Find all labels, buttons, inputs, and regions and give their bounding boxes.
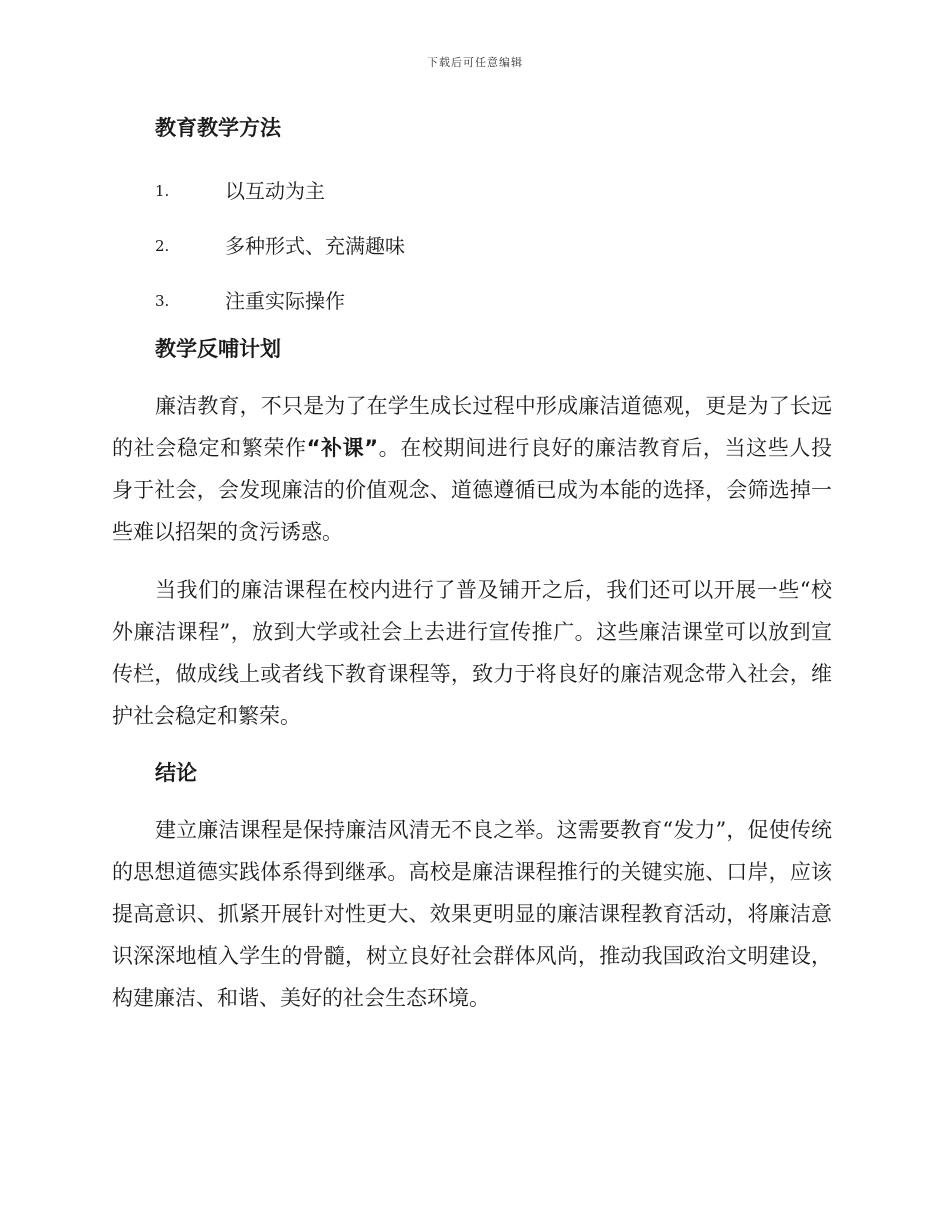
list-number: 3.: [155, 292, 170, 310]
section-title-feedback-plan: 教学反哺计划: [155, 337, 281, 361]
list-item: [112, 164, 832, 219]
list-text: 多种形式、充满趣味: [225, 234, 405, 258]
list-item: [112, 274, 832, 329]
section-title-teaching-methods: 教育教学方法: [155, 116, 281, 140]
paragraph-conclusion: 建立廉洁课程是保持廉洁风清无不良之举。这需要教育“发力”，促使传统的思想道德实践体系得到继承。高校是廉洁课程推行的关键实施、口岸，应该提高意识、抓紧开展针对性更大、效果更明显的廉洁课程教育活动，将廉洁意识深深地植入学生的骨髓，树立良好社会群体风尚，推动我国政治文明建设，构建廉洁、和谐、美好的社会生态环境。: [112, 818, 832, 1010]
paragraph-feedback-1: [112, 385, 832, 553]
list-number: 1.: [155, 182, 170, 200]
header-note: 下载后可任意编辑: [427, 56, 523, 69]
paragraph-feedback-2: 当我们的廉洁课程在校内进行了普及铺开之后，我们还可以开展一些“校外廉洁课程”，放到大学或社会上去进行宣传推广。这些廉洁课堂可以放到宣传栏，做成线上或者线下教育课程等，致力于将良好的廉洁观念带入社会，维护社会稳定和繁荣。: [112, 578, 832, 728]
paragraph-text: 。在校期间进行良好的廉洁教育后，当这些人投身于社会，会发现廉洁的价值观念、道德遵循已成为本能的选择，会筛选掉一些难以招架的贪污诱惑。: [112, 436, 833, 544]
list-text: 以互动为主: [225, 179, 325, 203]
paragraph-text: 廉洁教育，不只是为了在学生成长过程中形成廉洁道德观，更是为了长远的社会稳定和繁荣作: [112, 394, 832, 460]
bold-term: “补课”: [306, 436, 379, 460]
document-body: [112, 108, 832, 1019]
list-item: [112, 219, 832, 274]
list-text: 注重实际操作: [225, 289, 345, 313]
list-number: 2.: [155, 237, 170, 255]
section-title-conclusion: 结论: [155, 761, 197, 785]
